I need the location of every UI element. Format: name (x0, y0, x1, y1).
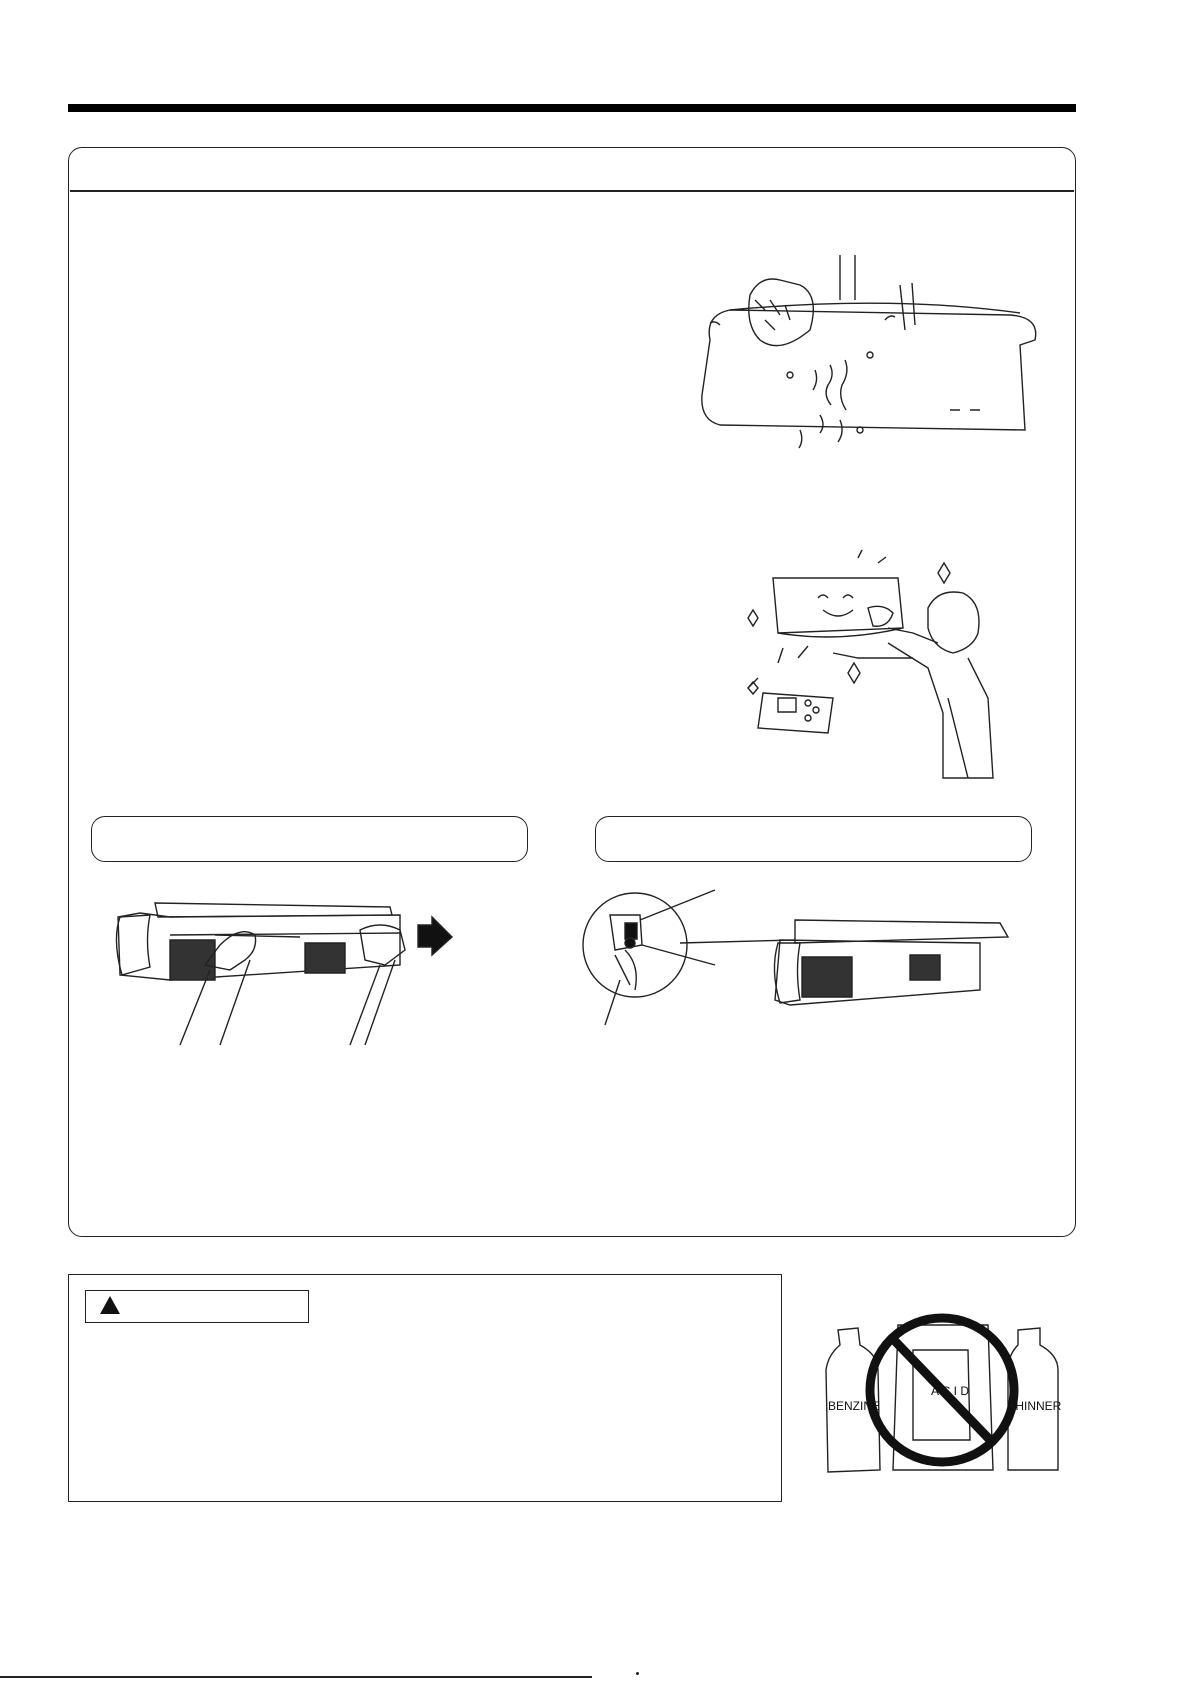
step-label-box-left (91, 816, 528, 862)
closing-panel-illustration (110, 895, 455, 1045)
acid-label: A C I D (931, 1384, 970, 1398)
thinner-label: THINNER (1008, 1399, 1062, 1413)
wiping-unit-illustration (738, 548, 998, 788)
panel-hinge-detail-illustration (580, 895, 1040, 1055)
step-label-box-right (595, 816, 1032, 862)
warning-triangle-icon (99, 1295, 121, 1315)
panel-header-divider (70, 190, 1074, 192)
footer-mark (636, 1672, 639, 1675)
benzine-label: BENZINE (828, 1399, 881, 1413)
no-chemicals-illustration (818, 1310, 1068, 1480)
footer-rule (0, 1676, 592, 1678)
top-rule (68, 104, 1076, 112)
panel-washing-illustration (690, 255, 1050, 470)
